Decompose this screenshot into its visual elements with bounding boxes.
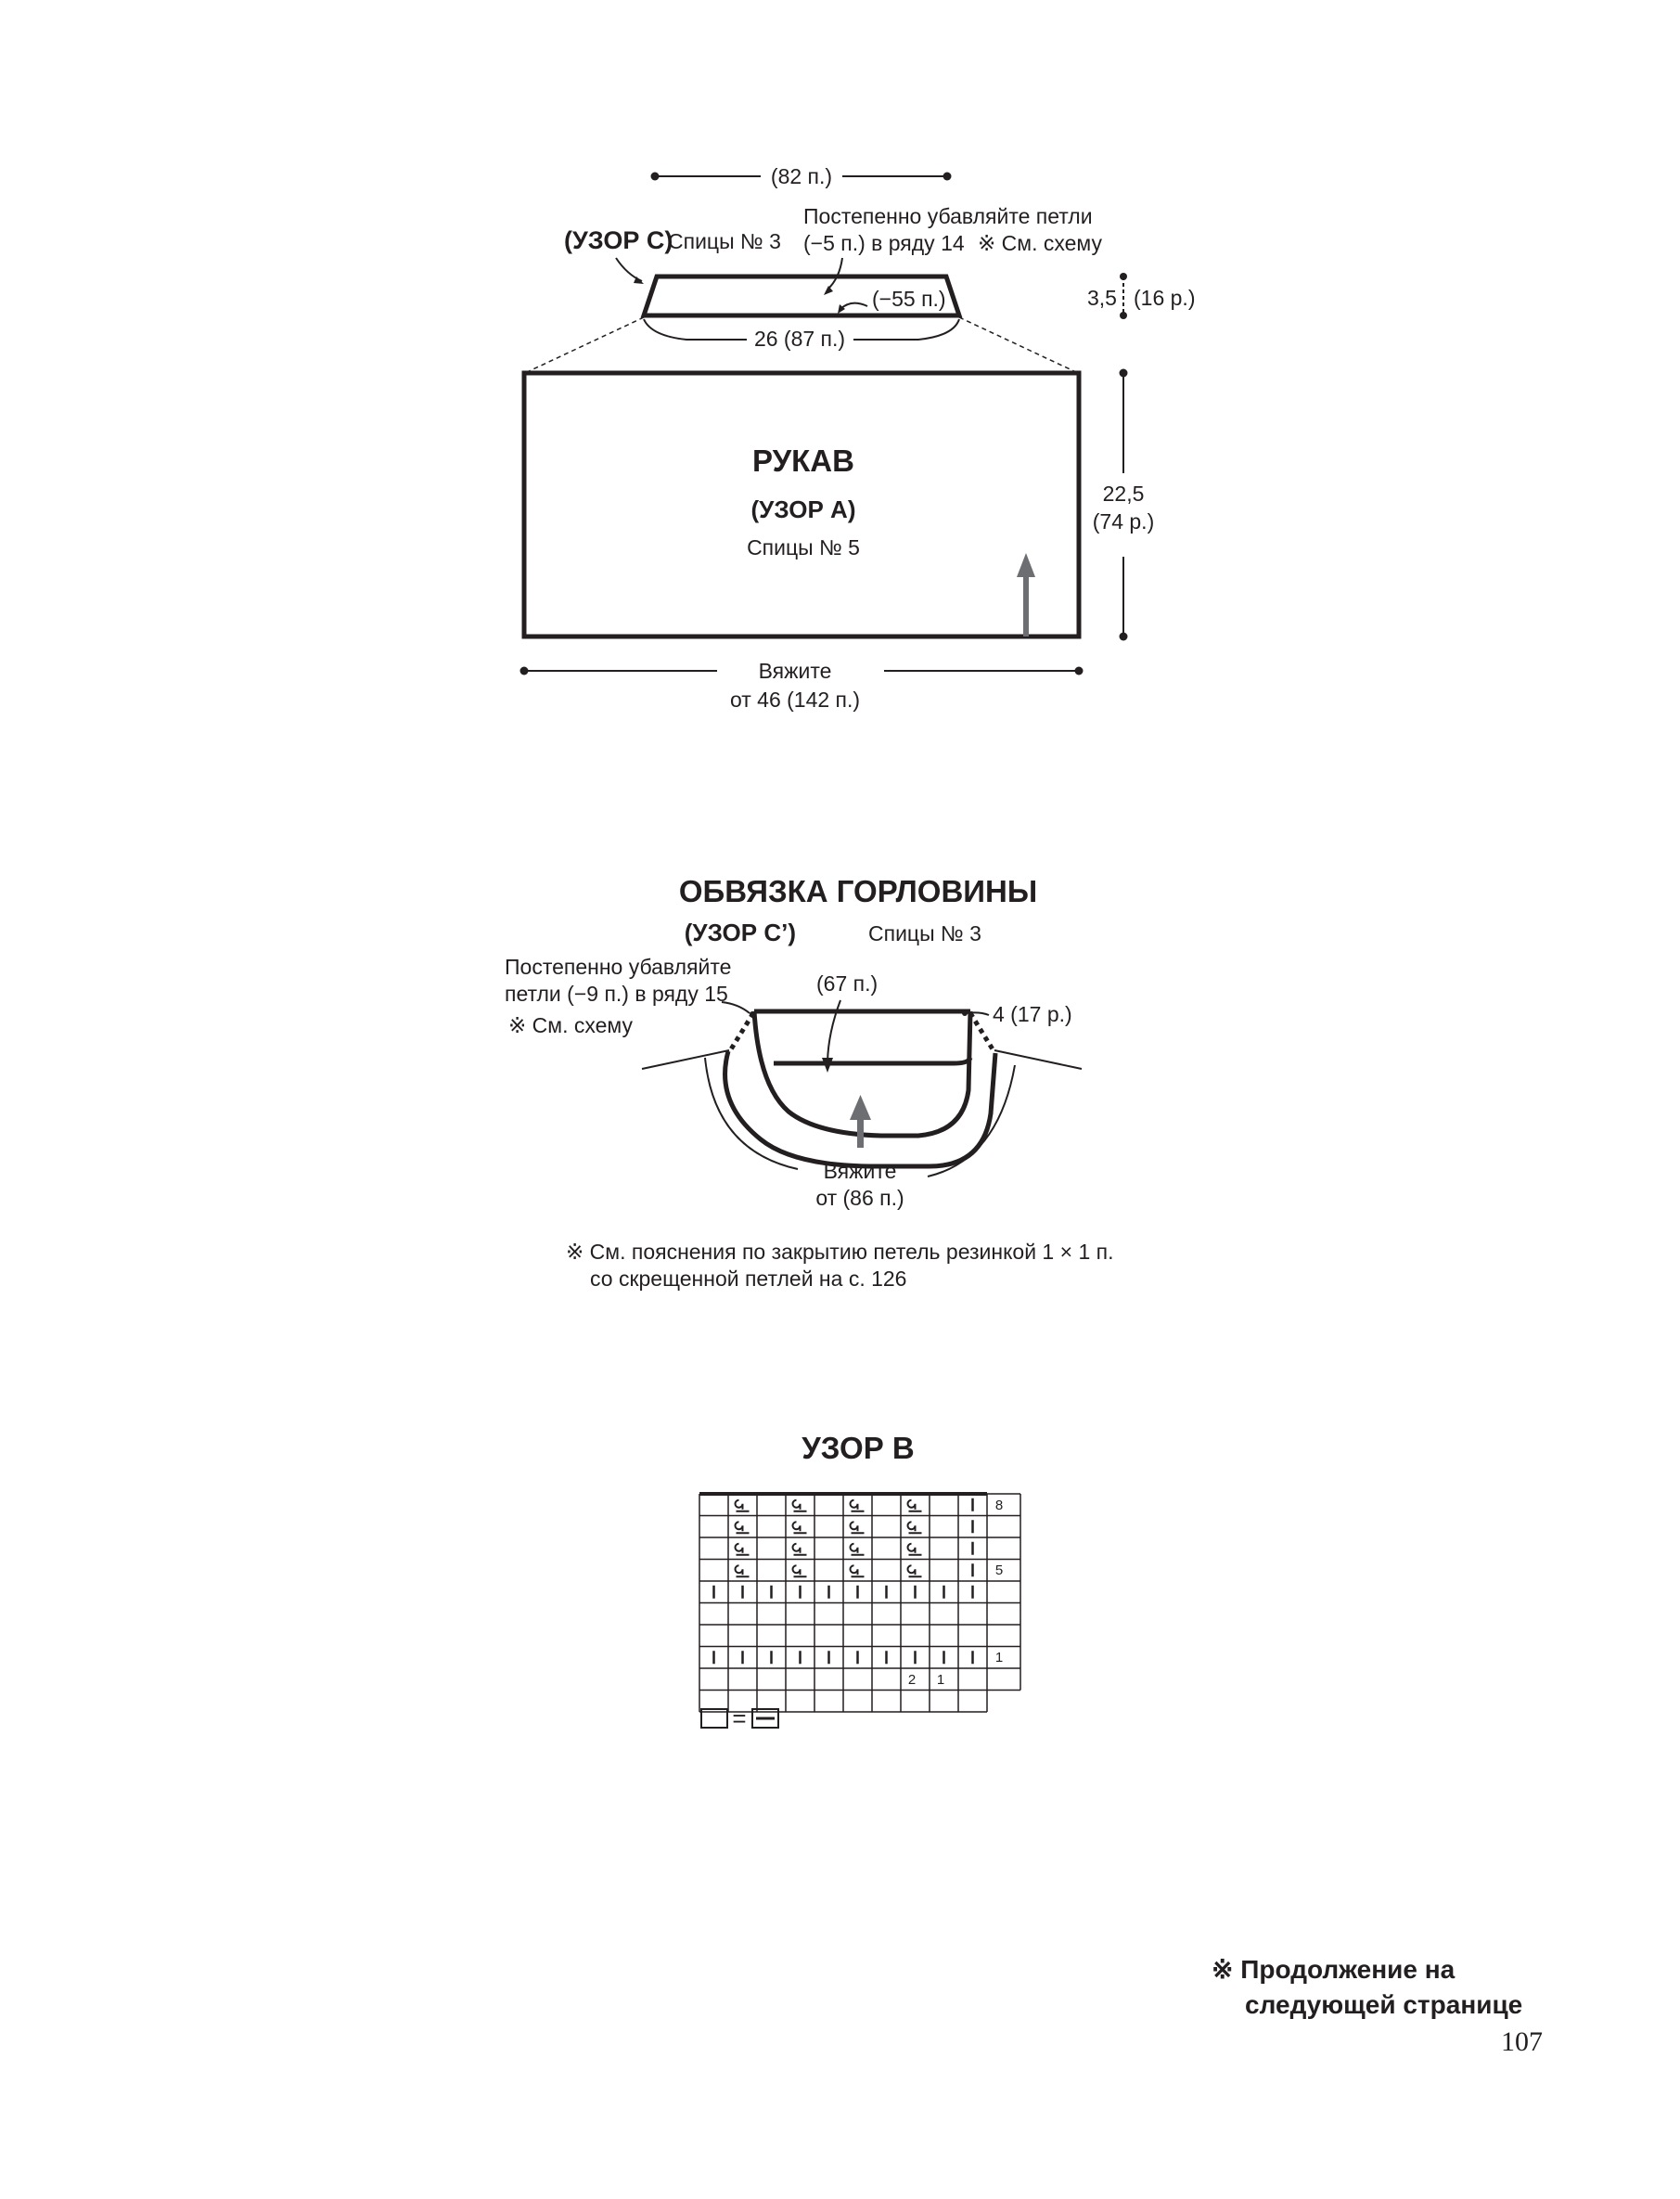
- pattern-b-legend: [701, 1704, 778, 1732]
- cuff-join-right: [959, 317, 1078, 373]
- row-label-5: 5: [994, 1562, 1004, 1578]
- decrease-note-line1: Постепенно убавляйте петли: [803, 204, 1093, 228]
- col-label-2: 2: [907, 1672, 917, 1688]
- neckband-pickup-line: [774, 1058, 970, 1063]
- neckband-needles-label: Спицы № 3: [868, 921, 981, 945]
- neckband-note-line2: со скрещенной петлей на с. 126: [590, 1267, 907, 1291]
- continue-line2: следующей странице: [1245, 1990, 1523, 2019]
- cuff-bottom-bracket-right: [853, 319, 959, 340]
- sleeve-diagram: [520, 164, 1196, 712]
- neckband-knitting-direction-arrow-icon: [850, 1095, 871, 1148]
- decrease-note-line2: (−5 п.) в ряду 14: [803, 231, 965, 255]
- pattern-b-title: УЗОР В: [802, 1431, 915, 1465]
- neckband-side-left: [729, 1013, 753, 1052]
- cuff-join-left: [525, 317, 644, 373]
- neckband-title: ОБВЯЗКА ГОРЛОВИНЫ: [678, 874, 1038, 908]
- neckband-side-right: [970, 1013, 994, 1052]
- page-number: 107: [1501, 2026, 1543, 2057]
- cast-on-line1: Вяжите: [758, 659, 832, 683]
- neckband-diagram: [505, 874, 1113, 1291]
- knitting-direction-arrow-icon: [1017, 553, 1035, 637]
- col-label-1: 1: [936, 1672, 945, 1688]
- neckline-left: [642, 1050, 729, 1069]
- continue-line1: ※ Продолжение на: [1212, 1955, 1456, 1984]
- cuff-height-label: 3,5: [1087, 286, 1117, 310]
- neckband-see-scheme: ※ См. схему: [508, 1013, 633, 1037]
- legend-equals: =: [732, 1704, 747, 1732]
- cuff-bottom-width-label: 26 (87 п.): [753, 327, 846, 351]
- neckband-note-line1: ※ См. пояснения по закрытию петель резинкой 1 × 1 п.: [566, 1240, 1114, 1264]
- sleeve-pattern-label: (УЗОР А): [750, 495, 856, 523]
- neckband-pattern-label: (УЗОР С’): [684, 919, 796, 946]
- row-label-1: 1: [994, 1650, 1004, 1665]
- neckline-right: [994, 1050, 1082, 1069]
- body-height-dimension: [1093, 369, 1154, 641]
- neckband-decrease-line2: петли (−9 п.) в ряду 15: [505, 982, 728, 1006]
- cuff-height-dimension: [1087, 273, 1195, 319]
- cuff-bottom-bracket-left: [644, 319, 747, 340]
- cuff-needles-label: Спицы № 3: [668, 229, 781, 253]
- row-label-8: 8: [994, 1498, 1004, 1513]
- cuff-top-width-label: (82 п.): [770, 164, 833, 188]
- sleeve-needles-label: Спицы № 5: [747, 535, 860, 559]
- pattern-b-chart: [699, 1431, 1020, 1732]
- neckband-top-stitches: (67 п.): [816, 971, 878, 996]
- pickup-bracket-right: [928, 1065, 1015, 1177]
- body-height-rows-label: (74 р.): [1092, 509, 1155, 534]
- cuff-height-rows-label: (16 р.): [1134, 286, 1196, 310]
- sleeve-title: РУКАВ: [752, 444, 854, 478]
- cuff-pattern-label: (УЗОР С): [564, 226, 673, 254]
- decrease-note-pointer: [827, 258, 842, 289]
- pattern-b-grid: [699, 1494, 1020, 1712]
- neckband-height: 4 (17 р.): [993, 1002, 1072, 1026]
- neckband-decrease-line1: Постепенно убавляйте: [505, 955, 732, 979]
- body-height-label: 22,5: [1102, 482, 1145, 506]
- see-scheme-label: ※ См. схему: [978, 231, 1102, 255]
- cast-on-line2: от 46 (142 п.): [729, 688, 861, 712]
- cuff-decrease-label: (−55 п.): [872, 287, 946, 311]
- continue-note: [1212, 1952, 1522, 2023]
- cuff-top-width-dimension: [651, 164, 952, 188]
- cuff-pattern-pointer: [616, 258, 642, 281]
- cast-on-width-dimension: [520, 659, 1084, 712]
- pickup-line2: от (86 п.): [815, 1186, 904, 1210]
- pickup-line1: Вяжите: [823, 1159, 897, 1183]
